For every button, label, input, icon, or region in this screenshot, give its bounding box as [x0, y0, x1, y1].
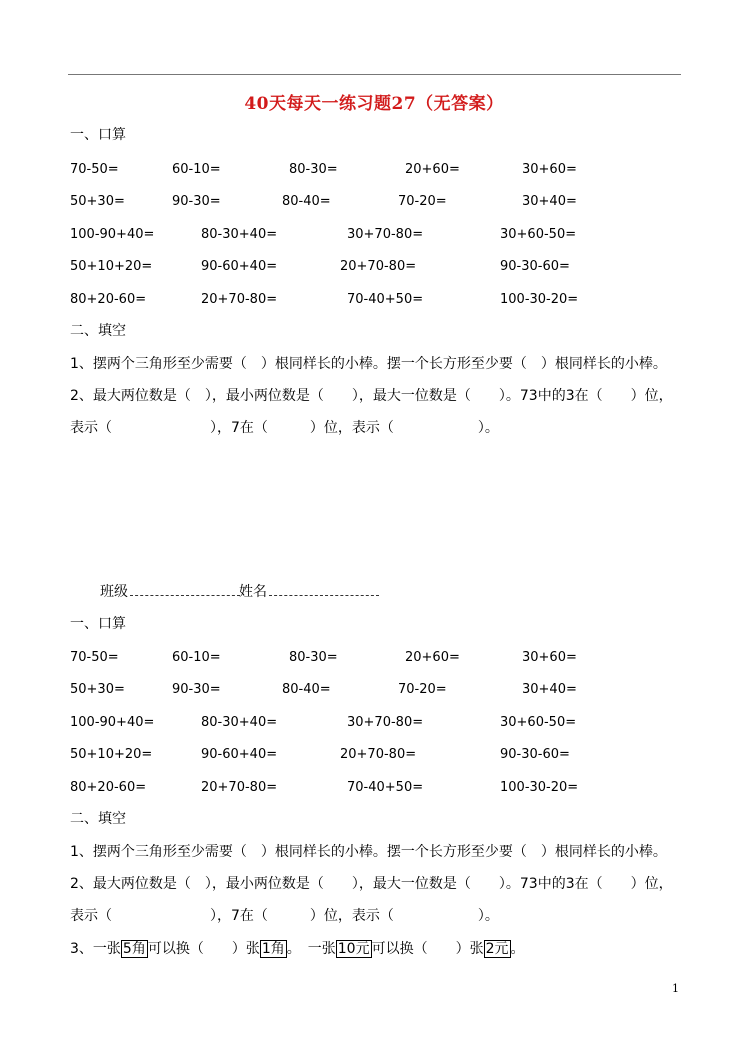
calc-item: 70-20= [398, 682, 447, 697]
calc-item: 100-30-20= [500, 780, 579, 795]
section-heading-oral-calc: 一、口算 [70, 127, 126, 143]
calc-item: 30+70-80= [347, 227, 424, 242]
calc-item: 80+20-60= [70, 780, 147, 795]
question-3 [70, 941, 525, 957]
calc-item: 50+10+20= [70, 747, 153, 762]
calc-item: 80-30= [289, 650, 338, 665]
calc-item: 20+70-80= [201, 292, 278, 307]
calc-item: 90-30-60= [500, 747, 570, 762]
calc-item: 50+30= [70, 194, 125, 209]
calc-item: 60-10= [172, 650, 221, 665]
question-2-cont: 表示（ ），7在（ ）位，表示（ ）。 [70, 908, 499, 924]
question-1: 1、摆两个三角形至少需要（ ）根同样长的小棒。摆一个长方形至少要（ ）根同样长的小棒。 [70, 844, 667, 860]
section-heading-oral-calc: 一、口算 [70, 616, 126, 632]
question-2: 2、最大两位数是（ ），最小两位数是（ ），最大一位数是（ ）。73中的3在（ ）位， [70, 388, 673, 404]
q3-text: 可以换（ ）张 [147, 941, 260, 957]
page-number: 1 [672, 982, 679, 995]
calc-item: 30+60-50= [500, 715, 577, 730]
q3-text: 。 一张 [286, 941, 336, 957]
calc-item: 30+60= [522, 650, 577, 665]
calc-item: 30+60= [522, 162, 577, 177]
header-rule [68, 74, 681, 75]
calc-item: 80-30= [289, 162, 338, 177]
question-2-cont: 表示（ ），7在（ ）位，表示（ ）。 [70, 420, 499, 436]
page-title: 40天每天一练习题27（无答案） [244, 94, 504, 114]
calc-item: 30+40= [522, 194, 577, 209]
calc-item: 30+40= [522, 682, 577, 697]
calc-item: 80-40= [282, 194, 331, 209]
calc-item: 70-40+50= [347, 292, 424, 307]
name-label: 姓名 [239, 584, 267, 600]
question-1: 1、摆两个三角形至少需要（ ）根同样长的小棒。摆一个长方形至少要（ ）根同样长的小棒。 [70, 356, 667, 372]
q3-text: 3、一张 [70, 941, 121, 957]
boxed-2-yuan: 2元 [485, 941, 509, 957]
calc-item: 20+70-80= [340, 259, 417, 274]
boxed-5-jiao: 5角 [122, 941, 146, 957]
calc-item: 90-30-60= [500, 259, 570, 274]
question-2: 2、最大两位数是（ ），最小两位数是（ ），最大一位数是（ ）。73中的3在（ ）位， [70, 876, 673, 892]
section-heading-fill-blank: 二、填空 [70, 323, 126, 339]
calc-item: 90-60+40= [201, 747, 278, 762]
calc-item: 80-30+40= [201, 715, 278, 730]
calc-item: 100-90+40= [70, 227, 155, 242]
calc-item: 100-90+40= [70, 715, 155, 730]
name-blank [269, 585, 379, 596]
calc-item: 80-40= [282, 682, 331, 697]
calc-item: 20+70-80= [340, 747, 417, 762]
name-field [239, 584, 379, 600]
boxed-1-jiao: 1角 [261, 941, 285, 957]
calc-item: 60-10= [172, 162, 221, 177]
calc-item: 20+60= [405, 650, 460, 665]
calc-item: 90-30= [172, 194, 221, 209]
calc-item: 30+70-80= [347, 715, 424, 730]
calc-item: 80-30+40= [201, 227, 278, 242]
boxed-10-yuan: 10元 [337, 941, 370, 957]
q3-text: 。 [510, 941, 525, 957]
calc-item: 20+70-80= [201, 780, 278, 795]
calc-item: 90-30= [172, 682, 221, 697]
calc-item: 70-50= [70, 650, 119, 665]
calc-item: 80+20-60= [70, 292, 147, 307]
calc-item: 70-50= [70, 162, 119, 177]
calc-item: 30+60-50= [500, 227, 577, 242]
section-heading-fill-blank: 二、填空 [70, 811, 126, 827]
class-label: 班级 [100, 584, 128, 600]
class-field [100, 584, 240, 600]
calc-item: 100-30-20= [500, 292, 579, 307]
calc-item: 50+10+20= [70, 259, 153, 274]
calc-item: 70-20= [398, 194, 447, 209]
calc-item: 50+30= [70, 682, 125, 697]
calc-item: 90-60+40= [201, 259, 278, 274]
q3-text: 可以换（ ）张 [371, 941, 484, 957]
class-blank [130, 585, 240, 596]
calc-item: 20+60= [405, 162, 460, 177]
calc-item: 70-40+50= [347, 780, 424, 795]
